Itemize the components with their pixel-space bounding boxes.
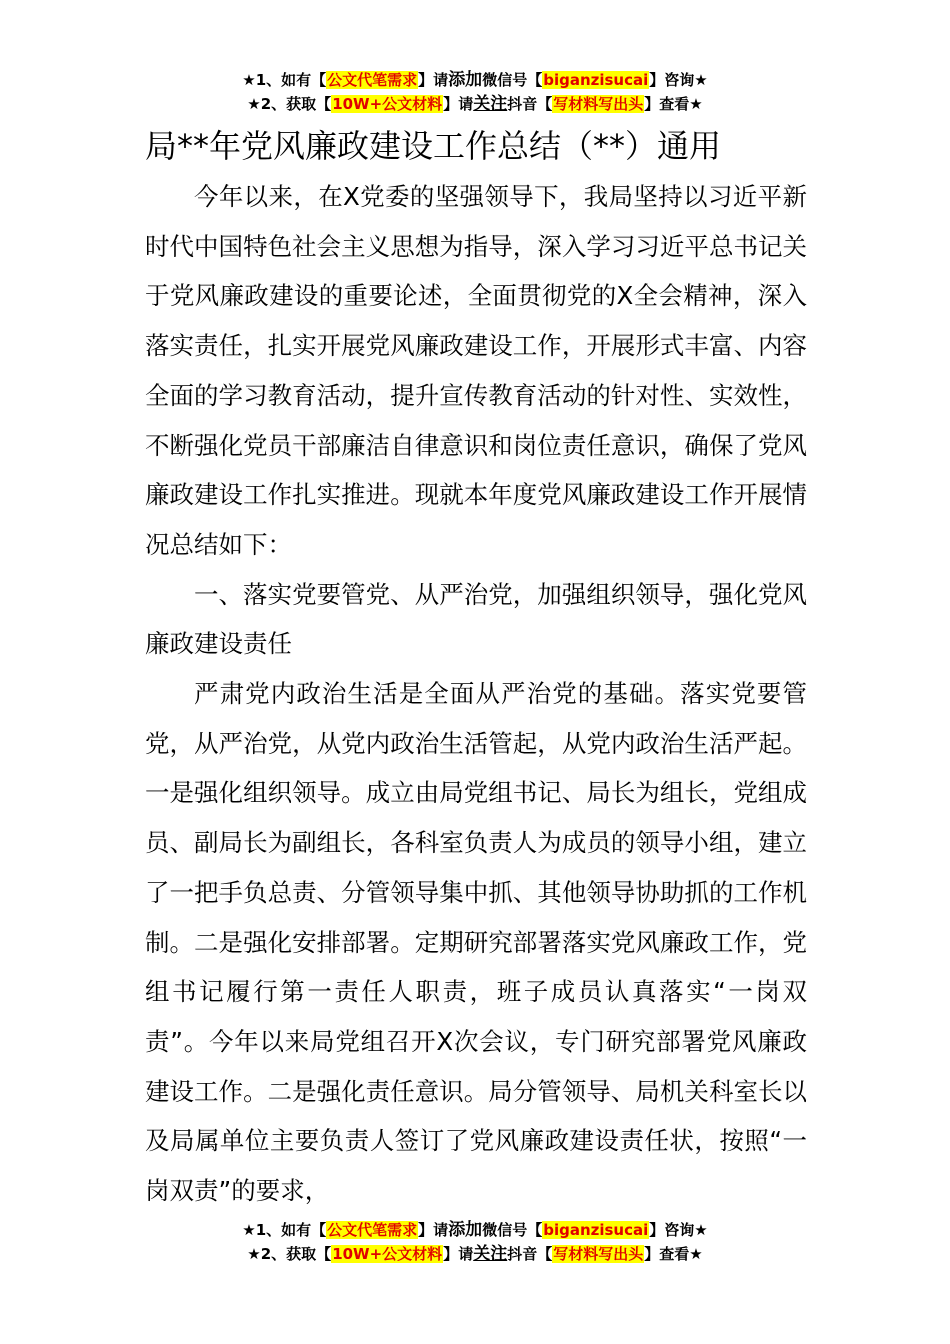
- douyin-id-highlight: 写材料写出头: [553, 1245, 644, 1263]
- paragraph-section-1: 严肃党内政治生活是全面从严治党的基础。落实党要管党，从严治党，从党内政治生活管起，从党内政治生活严起。一是强化组织领导。成立由局党组书记、局长为组长，党组成员、副局长为副组长，各科室负责人为成员的领导小组，建立了一把手负总责、分管领导集中抓、其他领导协助抓的工作机制。二是强化安排部署。定期研究部署落实党风廉政工作，党组书记履行第一责任人职责，班子成员认真落实“一岗双责”。今年以来局党组召开X次会议，专门研究部署党风廉政建设工作。二是强化责任意识。局分管领导、局机关科室长以及局属单位主要负责人签订了党风廉政建设责任状，按照“一岗双责”的要求，: [145, 679, 807, 1206]
- banner-line-2: [0, 92, 950, 116]
- banner-text: 】咨询★: [649, 1221, 708, 1239]
- banner-text: 添加: [448, 70, 483, 90]
- wechat-id-highlight: biganzisucai: [543, 71, 649, 89]
- paragraph-intro: 今年以来，在X党委的坚强领导下，我局坚持以习近平新时代中国特色社会主义思想为指导，深入学习习近平总书记关于党风廉政建设的重要论述，全面贯彻党的X全会精神，深入落实责任，扎实开展党风廉政建设工作，开展形式丰富、内容全面的学习教育活动，提升宣传教育活动的针对性、实效性，不断强化党员干部廉洁自律意识和岗位责任意识，确保了党风廉政建设工作扎实推进。现就本年度党风廉政建设工作开展情况总结如下：: [145, 182, 807, 559]
- banner-text: ★2、获取【: [247, 95, 332, 113]
- banner-highlight: 10W+公文材料: [332, 1245, 443, 1263]
- banner-text: 抖音【: [507, 95, 553, 113]
- wechat-id-highlight: biganzisucai: [543, 1221, 649, 1239]
- document-body: [145, 172, 807, 1216]
- banner-text: 关注: [473, 1244, 508, 1264]
- banner-text: 】请: [418, 1221, 449, 1239]
- banner-text: 微信号【: [482, 71, 543, 89]
- footer-banner: [0, 1218, 950, 1266]
- banner-text: 】查看★: [644, 1245, 703, 1263]
- banner-text: ★2、获取【: [247, 1245, 332, 1263]
- banner-text: 添加: [448, 1220, 483, 1240]
- banner-text: 抖音【: [507, 1245, 553, 1263]
- banner-text: 】查看★: [644, 95, 703, 113]
- banner-text: 】咨询★: [649, 71, 708, 89]
- banner-highlight: 公文代笔需求: [327, 1221, 418, 1239]
- banner-highlight: 公文代笔需求: [327, 71, 418, 89]
- document-title: 局**年党风廉政建设工作总结（**）通用: [145, 127, 722, 165]
- section-heading-1: 一、落实党要管党、从严治党，加强组织领导，强化党风廉政建设责任: [145, 579, 807, 659]
- banner-line-1: [0, 1218, 950, 1242]
- banner-line-1: [0, 68, 950, 92]
- banner-text: 关注: [473, 94, 508, 114]
- banner-text: 】请: [443, 95, 474, 113]
- douyin-id-highlight: 写材料写出头: [553, 95, 644, 113]
- banner-text: 】请: [418, 71, 449, 89]
- banner-text: 微信号【: [482, 1221, 543, 1239]
- banner-line-2: [0, 1242, 950, 1266]
- banner-highlight: 10W+公文材料: [332, 95, 443, 113]
- banner-text: ★1、如有【: [242, 71, 327, 89]
- header-banner: [0, 68, 950, 116]
- banner-text: 】请: [443, 1245, 474, 1263]
- banner-text: ★1、如有【: [242, 1221, 327, 1239]
